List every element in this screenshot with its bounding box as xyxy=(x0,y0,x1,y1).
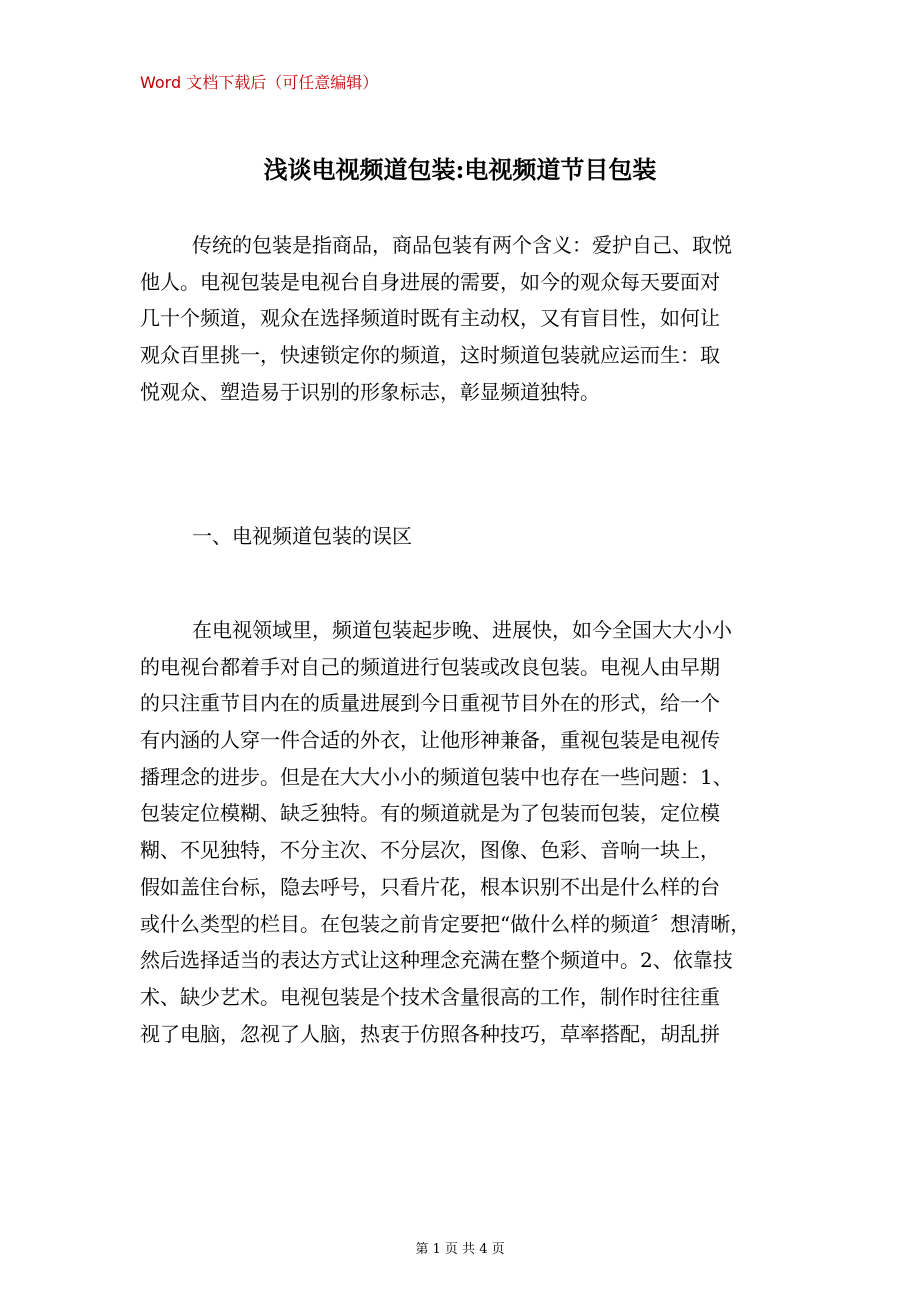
section-heading: 一、电视频道包装的误区 xyxy=(192,524,412,548)
paragraph-line: 术、缺少艺术。电视包装是个技术含量很高的工作，制作时往往重 xyxy=(140,984,720,1009)
paragraph-intro xyxy=(140,227,780,410)
paragraph-line: 传统的包装是指商品，商品包装有两个含义：爱护自己、取悦 xyxy=(192,233,732,257)
paragraph-line: 有内涵的人穿一件合适的外衣，让他形神兼备，重视包装是电视传 xyxy=(140,728,720,753)
paragraph-line: 视了电脑，忽视了人脑，热衷于仿照各种技巧，草率搭配，胡乱拼 xyxy=(140,1021,720,1046)
paragraph-line: 播理念的进步。但是在大大小小的频道包装中也存在一些问题：1、 xyxy=(140,764,733,789)
paragraph-line: 观众百里挑一，快速锁定你的频道，这时频道包装就应运而生：取 xyxy=(140,343,720,368)
paragraph-line: 假如盖住台标，隐去呼号，只看片花，根本识别不出是什么样的台 xyxy=(140,874,720,899)
paragraph-line: 的只注重节目内在的质量进展到今日重视节目外在的形式，给一个 xyxy=(140,691,720,716)
paragraph-line: 包装定位模糊、缺乏独特。有的频道就是为了包装而包装，定位模 xyxy=(140,801,720,826)
paragraph-line: 然后选择适当的表达方式让这种理念充满在整个频道中。2、依靠技 xyxy=(140,948,733,973)
page-number-footer: 第 1 页 共 4 页 xyxy=(415,1242,505,1257)
paragraph-line: 几十个频道，观众在选择频道时既有主动权，又有盲目性，如何让 xyxy=(140,306,720,331)
paragraph-line: 在电视领域里，频道包装起步晚、进展快，如今全国大大小小 xyxy=(192,618,732,642)
paragraph-line: 他人。电视包装是电视台自身进展的需要，如今的观众每天要面对 xyxy=(140,269,720,294)
paragraph-line: 或什么类型的栏目。在包装之前肯定要把“做什么样的频道〞想清晰， xyxy=(140,911,751,936)
paragraph-line: 糊、不见独特，不分主次、不分层次，图像、色彩、音响一块上， xyxy=(140,838,720,863)
paragraph-line: 的电视台都着手对自己的频道进行包装或改良包装。电视人由早期 xyxy=(140,654,720,679)
paragraph-body xyxy=(140,612,780,1052)
download-note: Word 文档下载后（可任意编辑） xyxy=(140,73,379,92)
paragraph-line: 悦观众、塑造易于识别的形象标志，彰显频道独特。 xyxy=(140,379,600,404)
section-heading-block xyxy=(140,518,780,555)
document-title: 浅谈电视频道包装:电视频道节目包装 xyxy=(263,155,657,184)
